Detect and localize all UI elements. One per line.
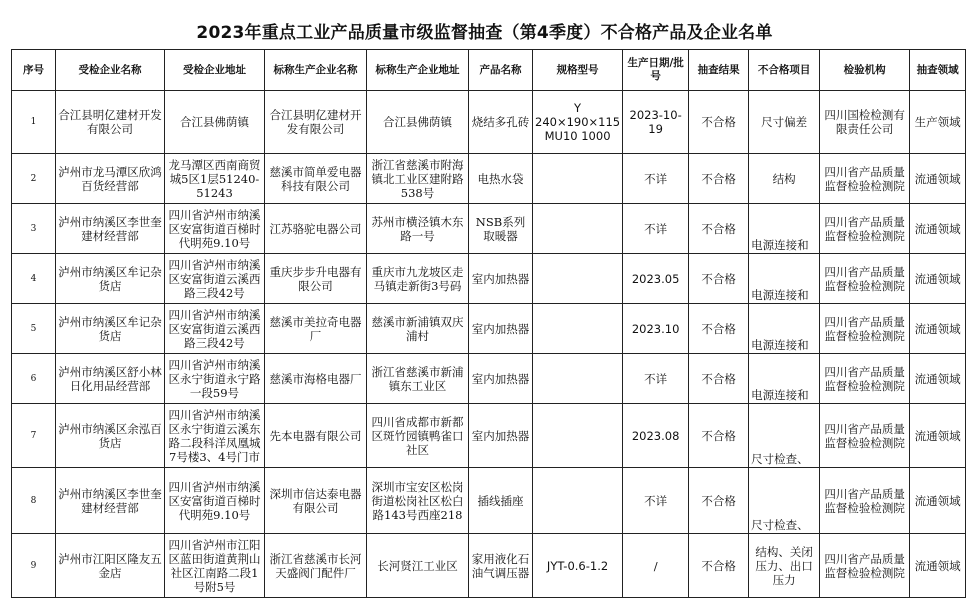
cell-address: 四川省泸州市江阳区蓝田街道黄荆山社区江南路二段1号附5号 (165, 534, 265, 598)
table-row (12, 254, 966, 304)
cell-model (533, 254, 623, 304)
cell-domain: 流通领域 (910, 534, 966, 598)
table-row (12, 354, 966, 404)
header-index: 序号 (12, 50, 56, 91)
cell-product: NSB系列取暖器 (469, 204, 533, 254)
cell-date: 2023-10-19 (623, 91, 689, 154)
cell-maker-address: 重庆市九龙坡区走马镇走新街3号码 (367, 254, 469, 304)
cell-company: 泸州市纳溪区李世奎建材经营部 (56, 468, 165, 534)
cell-lab: 四川省产品质量监督检验检测院 (820, 534, 910, 598)
cell-company: 泸州市纳溪区余泓百货店 (56, 404, 165, 468)
header-product: 产品名称 (469, 50, 533, 91)
cell-result: 不合格 (689, 204, 749, 254)
cell-maker: 江苏骆驼电器公司 (265, 204, 367, 254)
header-result: 抽查结果 (689, 50, 749, 91)
header-maker: 标称生产企业名称 (265, 50, 367, 91)
cell-date: 不详 (623, 468, 689, 534)
cell-model (533, 404, 623, 468)
header-company: 受检企业名称 (56, 50, 165, 91)
cell-maker: 先本电器有限公司 (265, 404, 367, 468)
cell-maker-address: 深圳市宝安区松岗街道松岗社区松白路143号西座218 (367, 468, 469, 534)
cell-model (533, 354, 623, 404)
cell-company: 泸州市江阳区隆友五金店 (56, 534, 165, 598)
cell-model (533, 304, 623, 354)
cell-address: 四川省泸州市纳溪区安富街道百梯时代明苑9.10号 (165, 204, 265, 254)
cell-index: 5 (12, 304, 56, 354)
cell-result: 不合格 (689, 304, 749, 354)
cell-address: 四川省泸州市纳溪区安富街道云溪西路三段42号 (165, 254, 265, 304)
cell-maker-address: 苏州市横泾镇木东路一号 (367, 204, 469, 254)
cell-company: 合江县明亿建材开发有限公司 (56, 91, 165, 154)
cell-date: 不详 (623, 154, 689, 204)
cell-lab: 四川省产品质量监督检验检测院 (820, 404, 910, 468)
cell-result: 不合格 (689, 534, 749, 598)
header-model: 规格型号 (533, 50, 623, 91)
cell-item: 电源连接和 (749, 304, 820, 354)
cell-address: 龙马潭区西南商贸城5区1层51240-51243 (165, 154, 265, 204)
table-row (12, 91, 966, 154)
cell-product: 插线插座 (469, 468, 533, 534)
cell-product: 室内加热器 (469, 254, 533, 304)
cell-company: 泸州市龙马潭区欣鸿百货经营部 (56, 154, 165, 204)
cell-index: 4 (12, 254, 56, 304)
cell-maker-address: 浙江省慈溪市附海镇北工业区建附路538号 (367, 154, 469, 204)
cell-company: 泸州市纳溪区牟记杂货店 (56, 254, 165, 304)
cell-address: 四川省泸州市纳溪区永宁街道永宁路一段59号 (165, 354, 265, 404)
cell-maker: 合江县明亿建材开发有限公司 (265, 91, 367, 154)
cell-result: 不合格 (689, 354, 749, 404)
cell-item: 尺寸偏差 (749, 91, 820, 154)
cell-address: 四川省泸州市纳溪区安富街道云溪西路三段42号 (165, 304, 265, 354)
cell-company: 泸州市纳溪区牟记杂货店 (56, 304, 165, 354)
cell-item: 电源连接和 (749, 204, 820, 254)
cell-model: JYT-0.6-1.2 (533, 534, 623, 598)
cell-result: 不合格 (689, 254, 749, 304)
cell-domain: 生产领域 (910, 91, 966, 154)
cell-maker: 浙江省慈溪市长河天盛阀门配件厂 (265, 534, 367, 598)
header-date: 生产日期/批号 (623, 50, 689, 91)
cell-model (533, 204, 623, 254)
cell-lab: 四川国检检测有限责任公司 (820, 91, 910, 154)
cell-index: 2 (12, 154, 56, 204)
cell-model (533, 468, 623, 534)
cell-item: 结构 (749, 154, 820, 204)
cell-domain: 流通领域 (910, 404, 966, 468)
cell-index: 1 (12, 91, 56, 154)
cell-lab: 四川省产品质量监督检验检测院 (820, 468, 910, 534)
cell-maker: 深圳市信达泰电器有限公司 (265, 468, 367, 534)
table-row (12, 204, 966, 254)
cell-product: 室内加热器 (469, 404, 533, 468)
cell-domain: 流通领域 (910, 354, 966, 404)
cell-result: 不合格 (689, 404, 749, 468)
cell-lab: 四川省产品质量监督检验检测院 (820, 304, 910, 354)
document-title: 2023年重点工业产品质量市级监督抽查（第4季度）不合格产品及企业名单 (196, 23, 773, 43)
table-row (12, 154, 966, 204)
cell-index: 9 (12, 534, 56, 598)
cell-company: 泸州市纳溪区李世奎建材经营部 (56, 204, 165, 254)
cell-date: 2023.08 (623, 404, 689, 468)
header-domain: 抽查领域 (910, 50, 966, 91)
cell-product: 家用液化石油气调压器 (469, 534, 533, 598)
cell-lab: 四川省产品质量监督检验检测院 (820, 154, 910, 204)
cell-domain: 流通领域 (910, 304, 966, 354)
cell-address: 四川省泸州市纳溪区安富街道百梯时代明苑9.10号 (165, 468, 265, 534)
cell-product: 电热水袋 (469, 154, 533, 204)
cell-domain: 流通领域 (910, 204, 966, 254)
cell-company: 泸州市纳溪区舒小林日化用品经营部 (56, 354, 165, 404)
cell-maker-address: 合江县佛荫镇 (367, 91, 469, 154)
cell-result: 不合格 (689, 468, 749, 534)
cell-date: 2023.10 (623, 304, 689, 354)
cell-maker: 慈溪市美拉奇电器厂 (265, 304, 367, 354)
cell-date: 2023.05 (623, 254, 689, 304)
cell-maker-address: 四川省成都市新都区斑竹园镇鸭雀口社区 (367, 404, 469, 468)
table-row (12, 404, 966, 468)
cell-result: 不合格 (689, 91, 749, 154)
cell-lab: 四川省产品质量监督检验检测院 (820, 254, 910, 304)
cell-maker-address: 浙江省慈溪市新浦镇东工业区 (367, 354, 469, 404)
header-maker-address: 标称生产企业地址 (367, 50, 469, 91)
cell-date: 不详 (623, 204, 689, 254)
cell-index: 3 (12, 204, 56, 254)
cell-maker: 慈溪市简单爱电器科技有限公司 (265, 154, 367, 204)
cell-index: 6 (12, 354, 56, 404)
header-address: 受检企业地址 (165, 50, 265, 91)
cell-domain: 流通领域 (910, 154, 966, 204)
cell-item: 尺寸检查、 (749, 404, 820, 468)
cell-domain: 流通领域 (910, 468, 966, 534)
cell-date: 不详 (623, 354, 689, 404)
cell-maker: 重庆步步升电器有限公司 (265, 254, 367, 304)
cell-address: 四川省泸州市纳溪区永宁街道云溪东路二段科洋凤凰城7号楼3、4号门市 (165, 404, 265, 468)
cell-product: 室内加热器 (469, 304, 533, 354)
cell-item: 电源连接和 (749, 354, 820, 404)
cell-item: 结构、关闭压力、出口压力 (749, 534, 820, 598)
cell-lab: 四川省产品质量监督检验检测院 (820, 204, 910, 254)
cell-index: 8 (12, 468, 56, 534)
cell-model (533, 154, 623, 204)
table-row (12, 304, 966, 354)
cell-result: 不合格 (689, 154, 749, 204)
results-table (11, 49, 966, 598)
cell-date: / (623, 534, 689, 598)
cell-model: Y 240×190×115 MU10 1000 (533, 91, 623, 154)
cell-index: 7 (12, 404, 56, 468)
header-lab: 检验机构 (820, 50, 910, 91)
table-row (12, 468, 966, 534)
cell-item: 电源连接和 (749, 254, 820, 304)
table-row (12, 534, 966, 598)
cell-maker-address: 长河贤江工业区 (367, 534, 469, 598)
cell-maker-address: 慈溪市新浦镇双庆浦村 (367, 304, 469, 354)
header-row (12, 50, 966, 91)
cell-product: 室内加热器 (469, 354, 533, 404)
cell-maker: 慈溪市海格电器厂 (265, 354, 367, 404)
cell-domain: 流通领域 (910, 254, 966, 304)
header-item: 不合格项目 (749, 50, 820, 91)
cell-product: 烧结多孔砖 (469, 91, 533, 154)
cell-address: 合江县佛荫镇 (165, 91, 265, 154)
cell-lab: 四川省产品质量监督检验检测院 (820, 354, 910, 404)
cell-item: 尺寸检查、 (749, 468, 820, 534)
